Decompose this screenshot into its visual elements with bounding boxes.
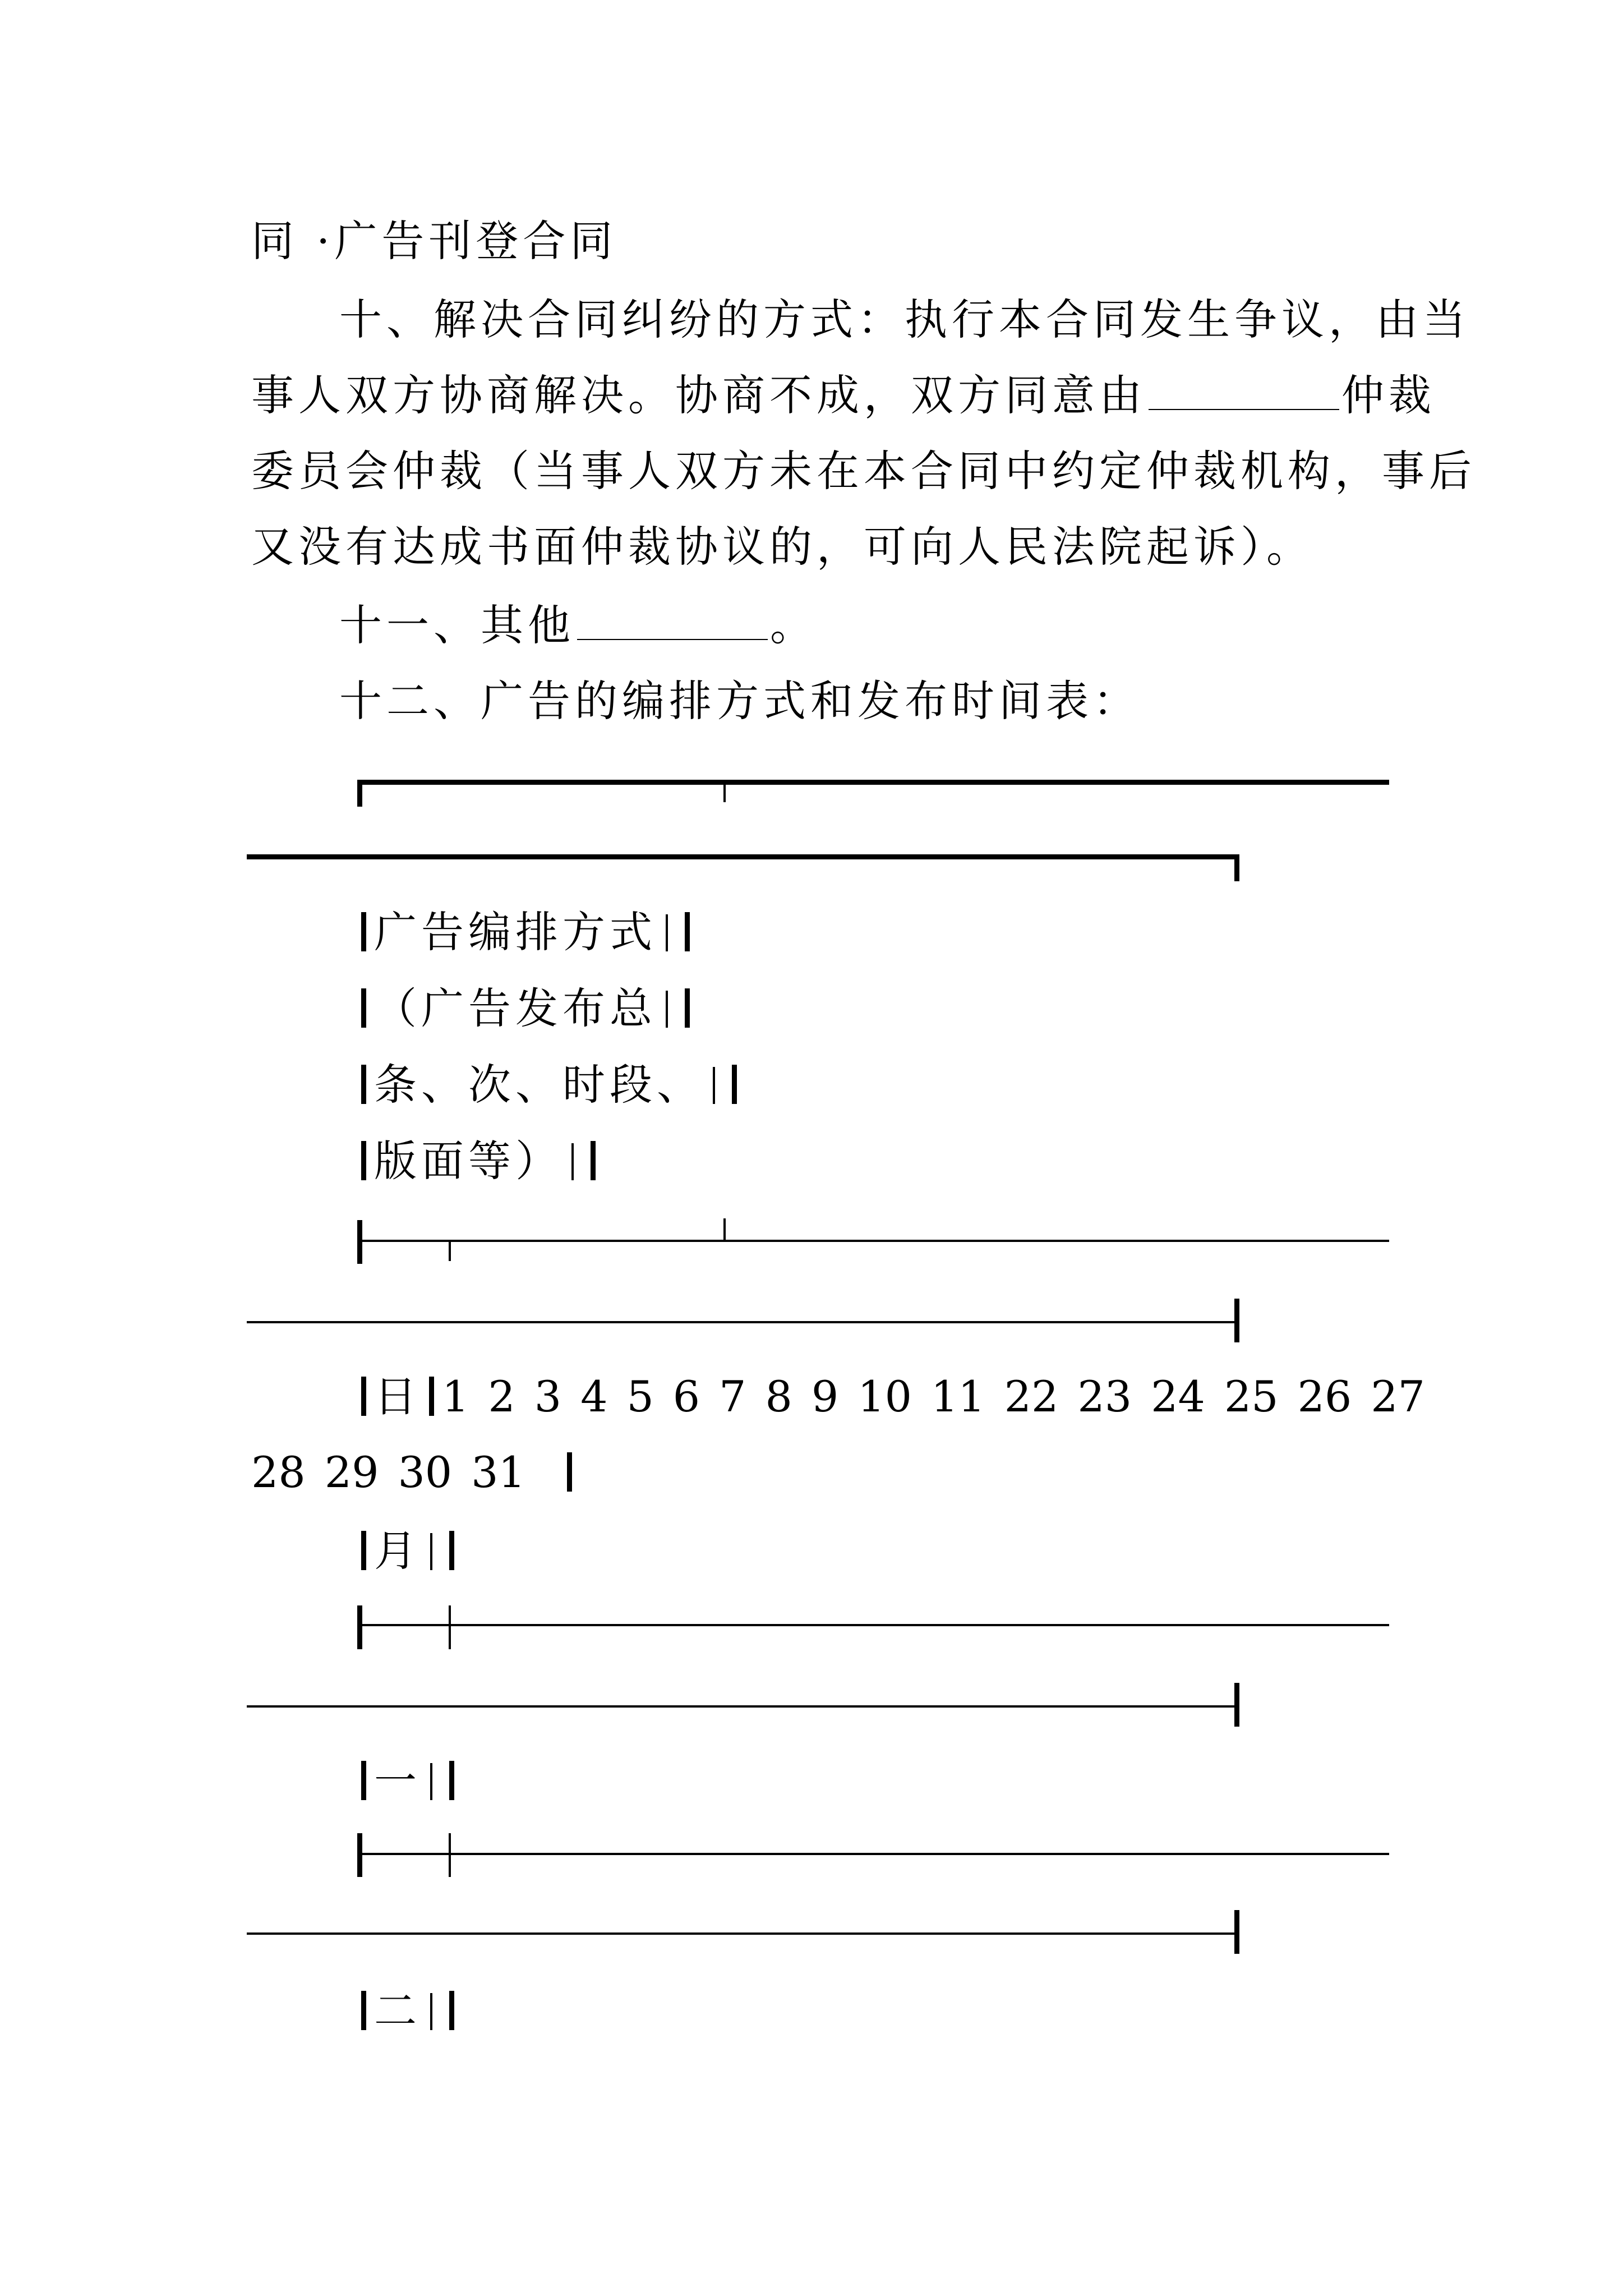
day-numbers-row2: 28 29 30 31	[251, 1447, 525, 1497]
clause10-line1: 十、解决合同纠纷的方式：执行本合同发生争议，由当	[339, 295, 1470, 344]
table-cell-line: 版面等）	[353, 1133, 603, 1189]
table-cell-line: 条、次、时段、	[353, 1057, 745, 1113]
clause10-line2: 事人双方协商解决。协商不成，双方同意由 仲裁	[251, 370, 1436, 420]
row-two: 二	[353, 1983, 462, 2039]
month-label: 月	[374, 1526, 421, 1576]
arbitration-blank[interactable]	[1149, 370, 1339, 410]
clause12-line: 十二、广告的编排方式和发布时间表：	[339, 676, 1140, 726]
clause11-line: 十一、其他 。	[339, 600, 817, 650]
day-label: 日	[374, 1372, 421, 1421]
day-numbers-row1: 1 2 3 4 5 6 7 8 9 10 11 22 23 24 25 26 27	[442, 1372, 1425, 1421]
clause10-line4: 又没有达成书面仲裁协议的，可向人民法院起诉）。	[251, 522, 1313, 572]
row-one: 一	[353, 1753, 462, 1809]
other-blank[interactable]	[577, 600, 768, 640]
page-header	[251, 213, 617, 269]
clause10-line3: 委员会仲裁（当事人双方未在本合同中约定仲裁机构，事后	[251, 446, 1476, 496]
day-row-continued	[251, 1444, 580, 1501]
day-row	[353, 1369, 1425, 1425]
table-cell-line: 广告编排方式	[353, 904, 698, 960]
table-cell-line: （广告发布总	[353, 981, 698, 1037]
month-row	[353, 1523, 462, 1579]
header-title: 同 ·广告刊登合同	[251, 216, 617, 266]
